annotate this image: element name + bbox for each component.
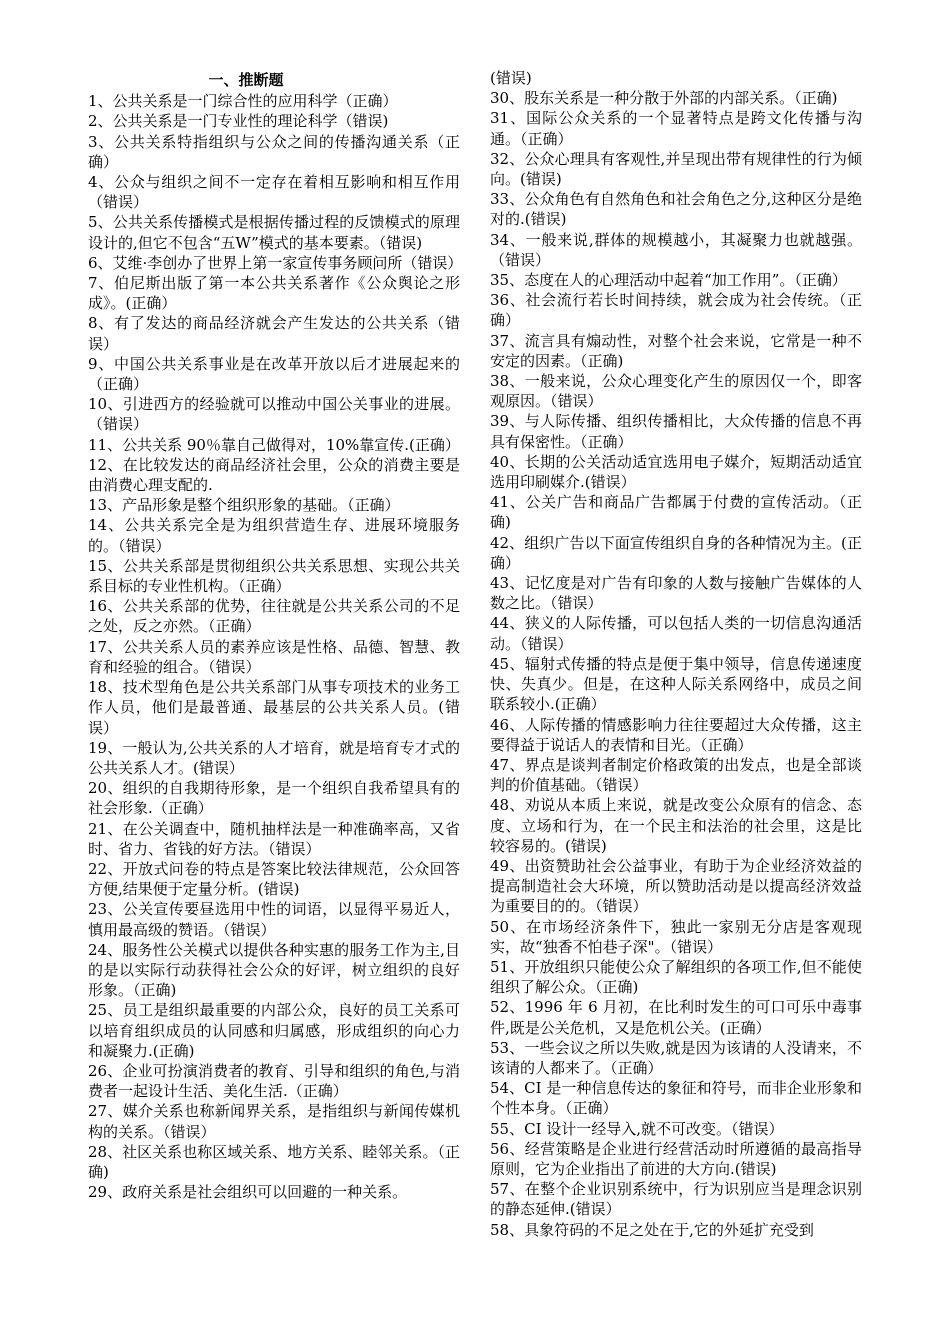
question-item: 29、政府关系是社会组织可以回避的一种关系。 xyxy=(88,1183,408,1202)
question-item: 33、公众角色有自然角色和社会角色之分,这种区分是绝对的.(错误) xyxy=(490,190,862,229)
question-item: 47、界点是谈判者制定价格政策的出发点，也是全部谈判的价值基础。（错误） xyxy=(490,755,862,795)
question-item: 3、公共关系特指组织与公众之间的传播沟通关系（正确） xyxy=(88,132,460,171)
right-column xyxy=(490,68,862,1240)
question-item: 32、公众心理具有客观性,并呈现出带有规律性的行为倾向。(错误) xyxy=(490,149,862,189)
question-item: 51、开放组织只能使公众了解组织的各项工作,但不能使组织了解公众。（正确) xyxy=(490,957,862,997)
question-item: 12、在比较发达的商品经济社会里，公众的消费主要是由消费心理支配的. xyxy=(88,455,460,495)
question-item: 14、公共关系完全是为组织营造生存、进展环境服务的。（错误） xyxy=(88,516,460,555)
question-item: 10、引进西方的经验就可以推动中国公关事业的进展。（错误） xyxy=(88,395,460,434)
question-item: 27、媒介关系也称新闻界关系，是指组织与新闻传媒机构的关系。（错误） xyxy=(88,1102,460,1141)
question-item: 23、公关宣传要昼选用中性的词语，以显得平易近人，慎用最高级的赞语。（错误） xyxy=(88,900,460,939)
question-item: 20、组织的自我期待形象，是一个组织自我希望具有的社会形象.（正确） xyxy=(88,779,460,818)
question-item: 21、在公关调查中，随机抽样法是一种准确率高，又省时、省力、省钱的好方法。（错误） xyxy=(88,819,460,858)
question-item: 56、经营策略是企业进行经营活动时所遵循的最高指导原则，它为企业指出了前进的大方向.(错误) xyxy=(490,1139,862,1178)
question-item: 24、服务性公关模式以提供各种实惠的服务工作为主,目的是以实际行动获得社会公众的好评，树立组织的良好形象。（正确) xyxy=(88,940,460,1000)
question-item: 50、在市场经济条件下，独此一家别无分店是客观现实，故“独香不怕巷子深"。（错误） xyxy=(490,917,862,956)
question-item: 41、公关广告和商品广告都属于付费的宣传活动。（正确) xyxy=(490,493,862,532)
question-item: 43、记忆度是对广告有印象的人数与接触广告媒体的人数之比。（错误） xyxy=(490,574,862,613)
question-item: (错误) xyxy=(490,69,532,87)
question-item: 37、流言具有煽动性，对整个社会来说，它常是一种不安定的因素。（正确) xyxy=(490,331,862,370)
question-item: 57、在整个企业识别系统中，行为识别应当是理念识别的静态延伸.(错误） xyxy=(490,1180,862,1219)
question-item: 52、1996 年 6 月初，在比利时发生的可口可乐中毒事件,既是公关危机，又是危机公关。(正确） xyxy=(490,998,862,1037)
question-item: 18、技术型角色是公共关系部门从事专项技术的业务工作人员，他们是最普通、最基层的公共关系人员。(错误） xyxy=(88,678,460,737)
question-item: 53、一些会议之所以失败,就是因为该请的人没请来，不该请的人都来了。（正确） xyxy=(490,1038,862,1077)
question-item: 36、社会流行若长时间持续，就会成为社会传统。（正确） xyxy=(490,291,862,330)
question-item: 40、长期的公关活动适宜选用电子媒介，短期活动适宜选用印刷媒介.(错误） xyxy=(490,452,862,492)
question-item: 11、公共关系 90％靠自己做得对，10%靠宣传.(正确） xyxy=(88,435,460,454)
question-item: 2、公共关系是一门专业性的理论科学（错误) xyxy=(88,112,389,131)
question-item: 22、开放式问卷的特点是答案比较法律规范，公众回答方便,结果便于定量分析。(错误) xyxy=(88,859,460,899)
question-item: 46、人际传播的情感影响力往往要超过大众传播，这主要得益于说话人的表情和目光。（正确） xyxy=(490,715,862,754)
left-column xyxy=(88,70,463,1202)
question-item: 55、CI 设计一经导入,就不可改变。（错误） xyxy=(490,1119,784,1138)
question-item: 19、一般认为,公共关系的人才培育，就是培育专才式的公共关系人才。(错误） xyxy=(88,738,460,777)
question-item: 1、公共关系是一门综合性的应用科学（正确） xyxy=(88,92,398,111)
question-item: 42、组织广告以下面宣传组织自身的各种情况为主。(正确） xyxy=(490,533,862,572)
left-question-list xyxy=(88,91,463,1202)
question-item: 17、公共关系人员的素养应该是性格、品德、智慧、教育和经验的组合。（错误） xyxy=(88,637,460,676)
question-item: 13、产品形象是整个组织形象的基础。（正确） xyxy=(88,496,400,515)
question-item: 35、态度在人的心理活动中起着“加工作用”。（正确） xyxy=(490,271,847,290)
right-question-list xyxy=(490,68,862,1240)
question-item: 48、劝说从本质上来说，就是改变公众原有的信念、态度、立场和行为，在一个民主和法治的社会里，这是比较容易的。(错误) xyxy=(490,796,862,855)
question-item: 16、公共关系部的优势，往往就是公共关系公司的不足之处，反之亦然。（正确） xyxy=(88,597,460,636)
section-title: 一、推断题 xyxy=(208,71,284,89)
question-item: 49、出资赞助社会公益事业，有助于为企业经济效益的提高制造社会大环境，所以赞助活动是以提高经济效益为重要目的的。（错误） xyxy=(490,856,862,916)
question-item: 4、公众与组织之间不一定存在着相互影响和相互作用（错误） xyxy=(88,173,460,212)
question-item: 31、国际公众关系的一个显著特点是跨文化传播与沟通。（正确） xyxy=(490,109,862,148)
question-item: 26、企业可扮演消费者的教育、引导和组织的角色,与消费者一起设计生活、美化生活.（正确） xyxy=(88,1061,460,1101)
question-item: 58、具象符码的不足之处在于,它的外延扩充受到 xyxy=(490,1220,814,1239)
question-item: 39、与人际传播、组织传播相比，大众传播的信息不再具有保密性。（正确） xyxy=(490,412,862,451)
question-item: 38、一般来说，公众心理变化产生的原因仅一个，即客观原因。（错误） xyxy=(490,372,862,411)
question-item: 9、中国公共关系事业是在改革开放以后才进展起来的（正确） xyxy=(88,354,460,394)
question-item: 45、辐射式传播的特点是便于集中领导，信息传递速度快、失真少。但是，在这种人际关系网络中，成员之间联系较小.(正确） xyxy=(490,654,862,714)
question-item: 5、公共关系传播模式是根据传播过程的反馈模式的原理设计的,但它不包含“五W”模式的基本要素。（错误) xyxy=(88,213,460,252)
question-item: 28、社区关系也称区域关系、地方关系、睦邻关系。（正确) xyxy=(88,1142,460,1181)
question-item: 44、狭义的人际传播，可以包括人类的一切信息沟通活动。（错误） xyxy=(490,614,862,653)
question-item: 25、员工是组织最重要的内部公众，良好的员工关系可以培育组织成员的认同感和归属感，形成组织的向心力和凝聚力.(正确) xyxy=(88,1001,460,1060)
question-item: 15、公共关系部是贯彻组织公共关系思想、实现公共关系目标的专业性机构。（正确） xyxy=(88,556,460,596)
question-item: 34、一般来说,群体的规模越小，其凝聚力也就越强。（错误） xyxy=(490,230,862,269)
question-item: 30、股东关系是一种分散于外部的内部关系。（正确) xyxy=(490,89,838,108)
question-item: 54、CI 是一种信息传达的象征和符号，而非企业形象和个性本身。（正确） xyxy=(490,1079,862,1118)
question-item: 8、有了发达的商品经济就会产生发达的公共关系（错误） xyxy=(88,314,460,353)
question-item: 6、艾维·李创办了世界上第一家宣传事务顾问所（错误） xyxy=(88,253,463,272)
question-item: 7、伯尼斯出版了第一本公共关系著作《公众舆论之形成》。(正确） xyxy=(88,274,460,313)
